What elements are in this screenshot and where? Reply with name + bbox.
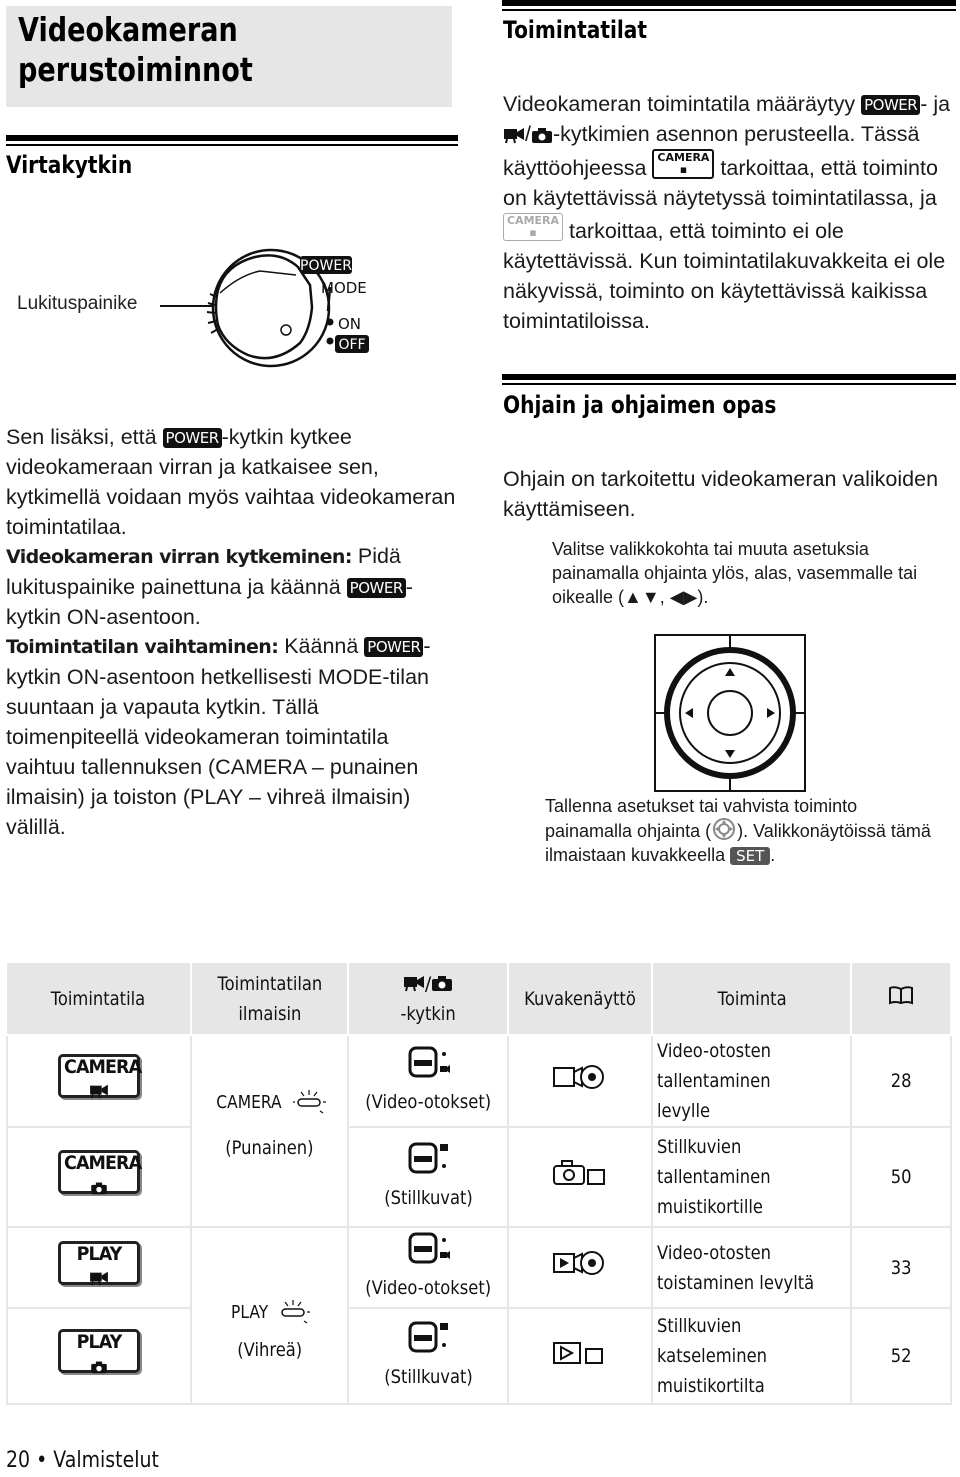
mode-cell — [7, 1127, 191, 1227]
play-indicator: PLAY — [192, 1297, 348, 1328]
still-playback-icon — [552, 1335, 608, 1369]
indicator-cell-play — [191, 1227, 349, 1404]
section-rule — [502, 0, 956, 6]
lock-button-label: Lukituspainike — [17, 293, 138, 314]
table-row — [7, 1308, 951, 1404]
icon-display-cell — [508, 1227, 652, 1308]
up-down-arrows-icon: ▲▼ — [624, 587, 660, 607]
operating-modes-paragraph: Videokameran toimintatila määräytyy POWER - ja / -kytkimien asennon perusteella. Tässä käyttöohjeessa CAMERA ▪ tarkoittaa, että toiminto on käytettävissä näytetyssä toimintatilassa, ja CAMERA ▪ tarkoittaa, että toiminto ei ole käytettävissä. Kun toimintatilakuvakkeita ei ole näkyvissä, toiminto on käytettävissä kaikissa toimintatiloissa. — [503, 92, 951, 333]
page-number: 20 — [6, 1448, 31, 1473]
table-row — [7, 1127, 951, 1227]
dial-power-label: POWER — [300, 258, 352, 274]
mode-cell — [7, 1035, 191, 1127]
still-camera-icon — [431, 974, 453, 992]
dial-on-label: ON — [338, 315, 362, 333]
book-icon — [888, 985, 914, 1005]
still-camera-icon — [531, 126, 553, 144]
joystick-intro: Ohjain on tarkoitettu videokameran valikoiden käyttämiseen. — [503, 467, 939, 521]
table-header-row — [7, 963, 951, 1035]
camera-movie-mode-disabled-icon: CAMERA ▪ — [503, 213, 563, 241]
switch-cell: (Stillkuvat) — [348, 1308, 508, 1404]
header-switch: / -kytkin — [348, 963, 508, 1035]
power-dial-illustration — [160, 245, 380, 370]
title-block — [6, 6, 452, 107]
mode-cell — [7, 1308, 191, 1404]
still-recording-icon — [552, 1156, 608, 1190]
play-still-mode-badge: PLAY — [58, 1329, 140, 1373]
switch-movie-position-icon — [406, 1046, 450, 1078]
page-title: Videokameran perustoiminnot — [18, 10, 253, 89]
power-switch-heading: Virtakytkin — [6, 151, 133, 179]
icon-display-cell — [508, 1308, 652, 1404]
power-badge: POWER — [347, 578, 406, 598]
movie-icon — [503, 126, 525, 144]
still-camera-icon — [90, 1181, 108, 1195]
power-badge: POWER — [364, 637, 423, 657]
power-paragraph-1: Sen lisäksi, että POWER -kytkin kytkee videokameraan virran ja katkaisee sen, kytkimellä voidaan myös vaihtaa videokameran toimintatilaa. — [6, 425, 456, 539]
icon-display-cell — [508, 1035, 652, 1127]
movie-icon — [89, 1270, 109, 1286]
switch-cell: (Video-otokset) — [348, 1035, 508, 1127]
power-paragraph-2: Videokameran virran kytkeminen: Pidä lukituspainike painettuna ja käännä POWER -kytkin ON-asentoon. — [6, 544, 413, 629]
still-camera-icon — [90, 1360, 108, 1374]
page-ref-cell: 50 — [851, 1127, 951, 1227]
switch-movie-position-icon — [406, 1232, 450, 1264]
switch-cell: (Stillkuvat) — [348, 1127, 508, 1227]
section-rule-thin — [502, 9, 956, 11]
power-paragraph-3: Toimintatilan vaihtaminen: Käännä POWER -kytkin ON-asentoon hetkellisesti MODE-tilan suuntaan ja vapauta kytkin. Tällä toimenpiteellä videokameran toimintatila vaihtuu tallennuksen (CAMERA – punainen ilmaisin) ja toiston (PLAY – vihreä ilmaisin) välillä. — [6, 634, 431, 839]
function-cell: Stillkuvien tallentaminen muistikortille — [652, 1127, 852, 1227]
power-badge: POWER — [163, 428, 222, 448]
section-rule — [6, 135, 458, 141]
movie-playback-icon — [552, 1246, 608, 1280]
footer-section: Valmistelut — [53, 1448, 159, 1473]
camera-movie-mode-badge: CAMERA — [58, 1054, 140, 1098]
play-indicator-color: (Vihreä) — [236, 1338, 302, 1361]
bullet-separator: • — [36, 1448, 48, 1473]
joystick-heading: Ohjain ja ohjaimen opas — [503, 391, 777, 419]
header-page-ref — [851, 963, 951, 1035]
lamp-red-icon — [293, 1088, 327, 1114]
mode-cell — [7, 1227, 191, 1308]
header-indicator: Toimintatilan ilmaisin — [191, 963, 349, 1035]
operating-modes-table — [6, 963, 952, 1405]
function-cell: Video-otosten tallentaminen levylle — [652, 1035, 852, 1127]
icon-display-cell — [508, 1127, 652, 1227]
section-rule — [502, 374, 956, 380]
header-mode: Toimintatila — [7, 963, 191, 1035]
movie-icon — [403, 974, 425, 992]
set-icon: SET — [730, 847, 770, 865]
function-cell: Stillkuvien katseleminen muistikortilta — [652, 1308, 852, 1404]
left-right-arrows-icon: ◀▶ — [669, 587, 698, 607]
joystick-note-confirm: Tallenna asetukset tai vahvista toiminto painamalla ohjainta ( ). Valikkonäytöissä tämä ilmaistaan kuvakkeella SET . — [545, 796, 931, 865]
camera-movie-mode-icon: CAMERA ▪ — [652, 149, 714, 179]
joystick-illustration — [654, 634, 806, 792]
camera-indicator-color: (Punainen) — [225, 1137, 314, 1159]
table-row — [7, 1227, 951, 1308]
dial-off-label: OFF — [338, 337, 366, 353]
page-ref-cell: 33 — [851, 1227, 951, 1308]
lamp-green-icon — [277, 1298, 311, 1324]
camera-still-mode-badge: CAMERA — [58, 1150, 140, 1194]
movie-icon — [89, 1083, 109, 1099]
switch-still-position-icon — [406, 1142, 450, 1174]
section-rule-thin — [6, 144, 458, 146]
joystick-note-directions: Valitse valikkokohta tai muuta asetuksia painamalla ohjainta ylös, alas, vasemmalle tai oikealle (▲▼, ◀▶). — [552, 539, 918, 607]
table-row — [7, 1035, 951, 1127]
movie-recording-icon — [552, 1060, 608, 1094]
joystick-press-icon — [711, 818, 737, 840]
indicator-cell-camera — [191, 1035, 349, 1227]
power-badge: POWER — [861, 95, 920, 115]
page-footer — [6, 1446, 159, 1476]
header-icon-display: Kuvakenäyttö — [508, 963, 652, 1035]
play-movie-mode-badge: PLAY — [58, 1241, 140, 1285]
dial-mode-label: MODE — [321, 279, 367, 297]
page-ref-cell: 52 — [851, 1308, 951, 1404]
section-rule-thin — [502, 383, 956, 385]
function-cell: Video-otosten toistaminen levyltä — [652, 1227, 852, 1308]
operating-modes-heading: Toimintatilat — [503, 16, 648, 44]
camera-indicator: CAMERA — [192, 1087, 348, 1118]
header-function: Toiminta — [652, 963, 852, 1035]
page-ref-cell: 28 — [851, 1035, 951, 1127]
switch-cell: (Video-otokset) — [348, 1227, 508, 1308]
switch-still-position-icon — [406, 1321, 450, 1353]
